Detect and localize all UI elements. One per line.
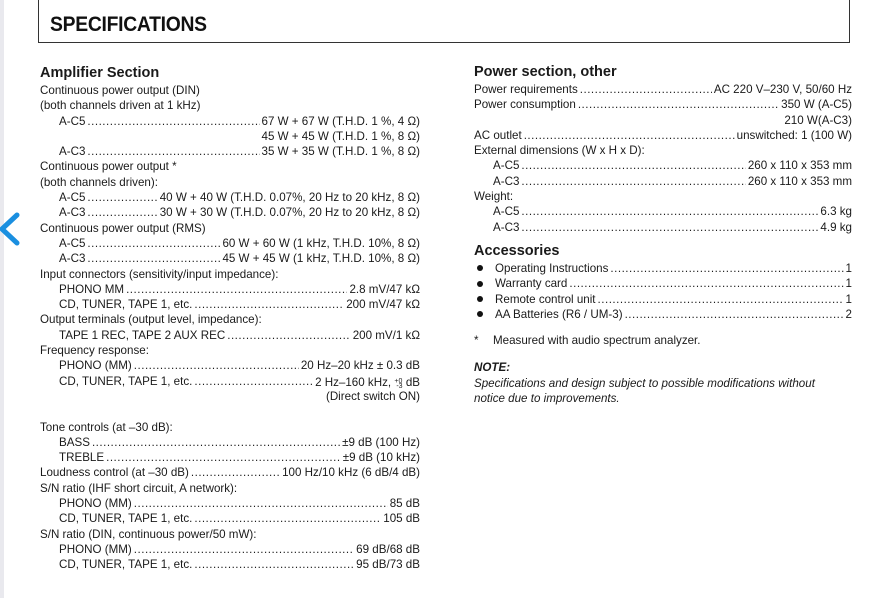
power-section [474,63,852,406]
accessory-qty: 1 [845,277,852,291]
note-text: Specifications and design subject to possible modifications without [474,376,815,390]
accessory-qty: 1 [845,292,852,306]
spec-label: CD, TUNER, TAPE 1, etc. [59,558,193,572]
spec-group-subtitle: (both channels driven): [40,175,158,189]
spec-group-title: Output terminals (output level, impedance): [40,313,262,327]
leader-dots [126,282,347,297]
accessory-qty: 1 [845,261,852,275]
leader-dots [610,261,843,276]
spec-value: 105 dB [383,512,420,526]
spacer [474,235,852,242]
spec-value: 260 x 110 x 353 mm [747,159,852,173]
spec-value: 350 W (A-C5) [781,98,852,112]
spec-row [40,557,420,572]
leader-dots [578,97,779,112]
spec-row [40,251,420,266]
spec-group-title: Continuous power output (RMS) [40,221,206,235]
spec-value: 100 Hz/10 kHz (6 dB/4 dB) [282,466,420,480]
leader-dots [625,307,844,322]
spec-value: 200 mV/1 kΩ [352,328,420,342]
spec-row [474,128,852,143]
note-heading: NOTE: [474,361,511,375]
spec-label: A-C5 [493,159,520,173]
amplifier-heading: Amplifier Section [40,65,160,81]
spec-row [474,97,852,112]
spec-row [40,511,420,526]
spec-group-title: Continuous power output * [40,160,177,174]
leader-dots [194,374,313,389]
spec-group-title: Weight: [474,190,514,204]
accessory-label [474,292,596,307]
spec-row [474,174,852,189]
spec-value: 60 W + 60 W (1 kHz, T.H.D. 10%, 8 Ω) [222,236,420,250]
spec-row [40,297,420,312]
spec-label: A-C3 [493,220,520,234]
spec-row [40,236,420,251]
left-edge-strip [0,0,4,598]
accessory-label [474,307,623,322]
spacer [474,348,852,360]
spec-row [40,450,420,465]
leader-dots [521,174,745,189]
spec-group-title: Frequency response: [40,344,149,358]
spec-value: 4.9 kg [820,220,852,234]
chevron-left-icon[interactable] [0,204,36,254]
spec-label: TAPE 1 REC, TAPE 2 AUX REC [59,328,226,342]
bullet-icon [477,311,483,317]
spec-label: A-C3 [59,145,86,159]
spec-value-continued: (Direct switch ON) [325,389,420,403]
spec-label: A-C5 [59,236,86,250]
spec-label: BASS [59,435,90,449]
tolerance-plus: +0 [394,377,403,385]
leader-dots [134,358,299,373]
accessory-label [474,261,608,276]
spec-label: A-C3 [59,206,86,220]
leader-dots [521,204,818,219]
spec-group-title: Input connectors (sensitivity/input impedance): [40,267,279,281]
spec-value: ±9 dB (10 kHz) [342,451,420,465]
spec-label: AC outlet [474,128,522,142]
spec-value: 6.3 kg [820,205,852,219]
amplifier-section [40,64,420,573]
leader-dots [227,328,350,343]
spec-row [474,204,852,219]
spec-row [40,205,420,220]
leader-dots [194,297,344,312]
spec-row [40,358,420,373]
spec-row [40,190,420,205]
leader-dots [106,450,341,465]
spec-label: A-C3 [493,174,520,188]
tolerance-minus: -3 [396,382,403,390]
spec-value: AC 220 V–230 V, 50/60 Hz [713,83,852,96]
spacer [40,404,420,419]
spec-value: 20 Hz–20 kHz ± 0.3 dB [300,359,420,373]
accessory-item [474,307,852,322]
freq-value-main: 2 Hz–160 kHz, [315,375,392,389]
leader-dots [87,251,220,266]
spec-group-title: Continuous power output (DIN) [40,84,200,97]
accessory-label [474,276,567,291]
spec-value: 200 mV/47 kΩ [346,298,420,312]
spec-row [474,220,852,235]
footnote-mark: * [474,334,479,348]
spec-label: CD, TUNER, TAPE 1, etc. [59,374,193,388]
spec-label: PHONO (MM) [59,497,132,511]
spec-value: 45 W + 45 W (1 kHz, T.H.D. 10%, 8 Ω) [222,252,420,266]
accessory-item [474,261,852,276]
leader-dots [134,496,388,511]
spec-label: A-C5 [493,205,520,219]
spec-value [315,374,420,389]
spec-label: PHONO (MM) [59,359,132,373]
accessory-item [474,276,852,291]
spec-label: Power consumption [474,98,576,112]
spec-row [40,282,420,297]
leader-dots [92,435,340,450]
page-title: SPECIFICATIONS [50,13,207,36]
spec-row [40,328,420,343]
leader-dots [598,292,844,307]
accessory-name: AA Batteries (R6 / UM-3) [495,307,623,321]
spec-label: CD, TUNER, TAPE 1, etc. [59,512,193,526]
bullet-icon [477,281,483,287]
spec-label: Loudness control (at –30 dB) [40,466,189,480]
spec-row [40,114,420,129]
spec-row [474,158,852,173]
spec-row [40,435,420,450]
spec-label: A-C5 [59,114,86,128]
spec-row [40,542,420,557]
accessory-item [474,292,852,307]
accessories-heading: Accessories [474,242,560,259]
leader-dots [580,82,712,97]
accessory-name: Warranty card [495,277,568,291]
spec-label: PHONO (MM) [59,542,132,556]
leader-dots [134,542,354,557]
leader-dots [194,511,381,526]
spec-value: 67 W + 67 W (T.H.D. 1 %, 4 Ω) [261,114,420,128]
spec-row [40,496,420,511]
leader-dots [191,465,280,480]
leader-dots [521,158,745,173]
spec-label: Power requirements [474,83,578,96]
spec-label: PHONO MM [59,282,125,296]
spec-value: unswitched: 1 (100 W) [736,128,852,142]
spec-group-title: Tone controls (at –30 dB): [40,420,173,434]
spec-value: 260 x 110 x 353 mm [747,174,852,188]
accessory-name: Remote control unit [495,292,596,306]
note-text: notice due to improvements. [474,392,620,406]
spec-value-continued: 45 W + 45 W (T.H.D. 1 %, 8 Ω) [261,129,420,143]
spec-value: 95 dB/73 dB [356,558,420,572]
spec-value-continued: 210 W(A-C3) [784,113,852,127]
spec-label: A-C3 [59,252,86,266]
spec-value: ±9 dB (100 Hz) [342,435,420,449]
power-heading: Power section, other [474,64,617,80]
spacer [474,322,852,333]
spec-value: 40 W + 40 W (T.H.D. 0.07%, 20 Hz to 20 kHz, 8 Ω) [159,191,420,205]
leader-dots [87,144,259,159]
leader-dots [87,205,157,220]
spec-value: 2.8 mV/47 kΩ [349,282,420,296]
spec-row [474,82,852,97]
bullet-icon [477,265,483,271]
leader-dots [194,557,354,572]
freq-value-unit: dB [405,375,420,389]
accessory-name: Operating Instructions [495,261,609,275]
leader-dots [569,276,843,291]
spec-label: CD, TUNER, TAPE 1, etc. [59,298,193,312]
spec-value: 35 W + 35 W (T.H.D. 1 %, 8 Ω) [261,145,420,159]
spec-group-subtitle: (both channels driven at 1 kHz) [40,99,201,113]
footnote [474,333,852,348]
spec-value: 85 dB [389,497,420,511]
leader-dots [87,114,259,129]
spec-value: 69 dB/68 dB [356,542,420,556]
spec-label: A-C5 [59,191,86,205]
bullet-icon [477,296,483,302]
spec-label: TREBLE [59,451,105,465]
leader-dots [87,236,220,251]
spec-group-title: External dimensions (W x H x D): [474,144,645,158]
spec-row [40,374,420,389]
footnote-text: Measured with audio spectrum analyzer. [493,334,701,348]
spec-row [40,144,420,159]
spec-group-title: S/N ratio (DIN, continuous power/50 mW): [40,527,257,541]
spec-group-title: S/N ratio (IHF short circuit, A network): [40,481,238,495]
leader-dots [521,220,818,235]
spec-row [40,465,420,480]
spec-value: 30 W + 30 W (T.H.D. 0.07%, 20 Hz to 20 kHz, 8 Ω) [159,206,420,220]
leader-dots [524,128,735,143]
accessory-qty: 2 [845,307,852,321]
leader-dots [87,190,157,205]
